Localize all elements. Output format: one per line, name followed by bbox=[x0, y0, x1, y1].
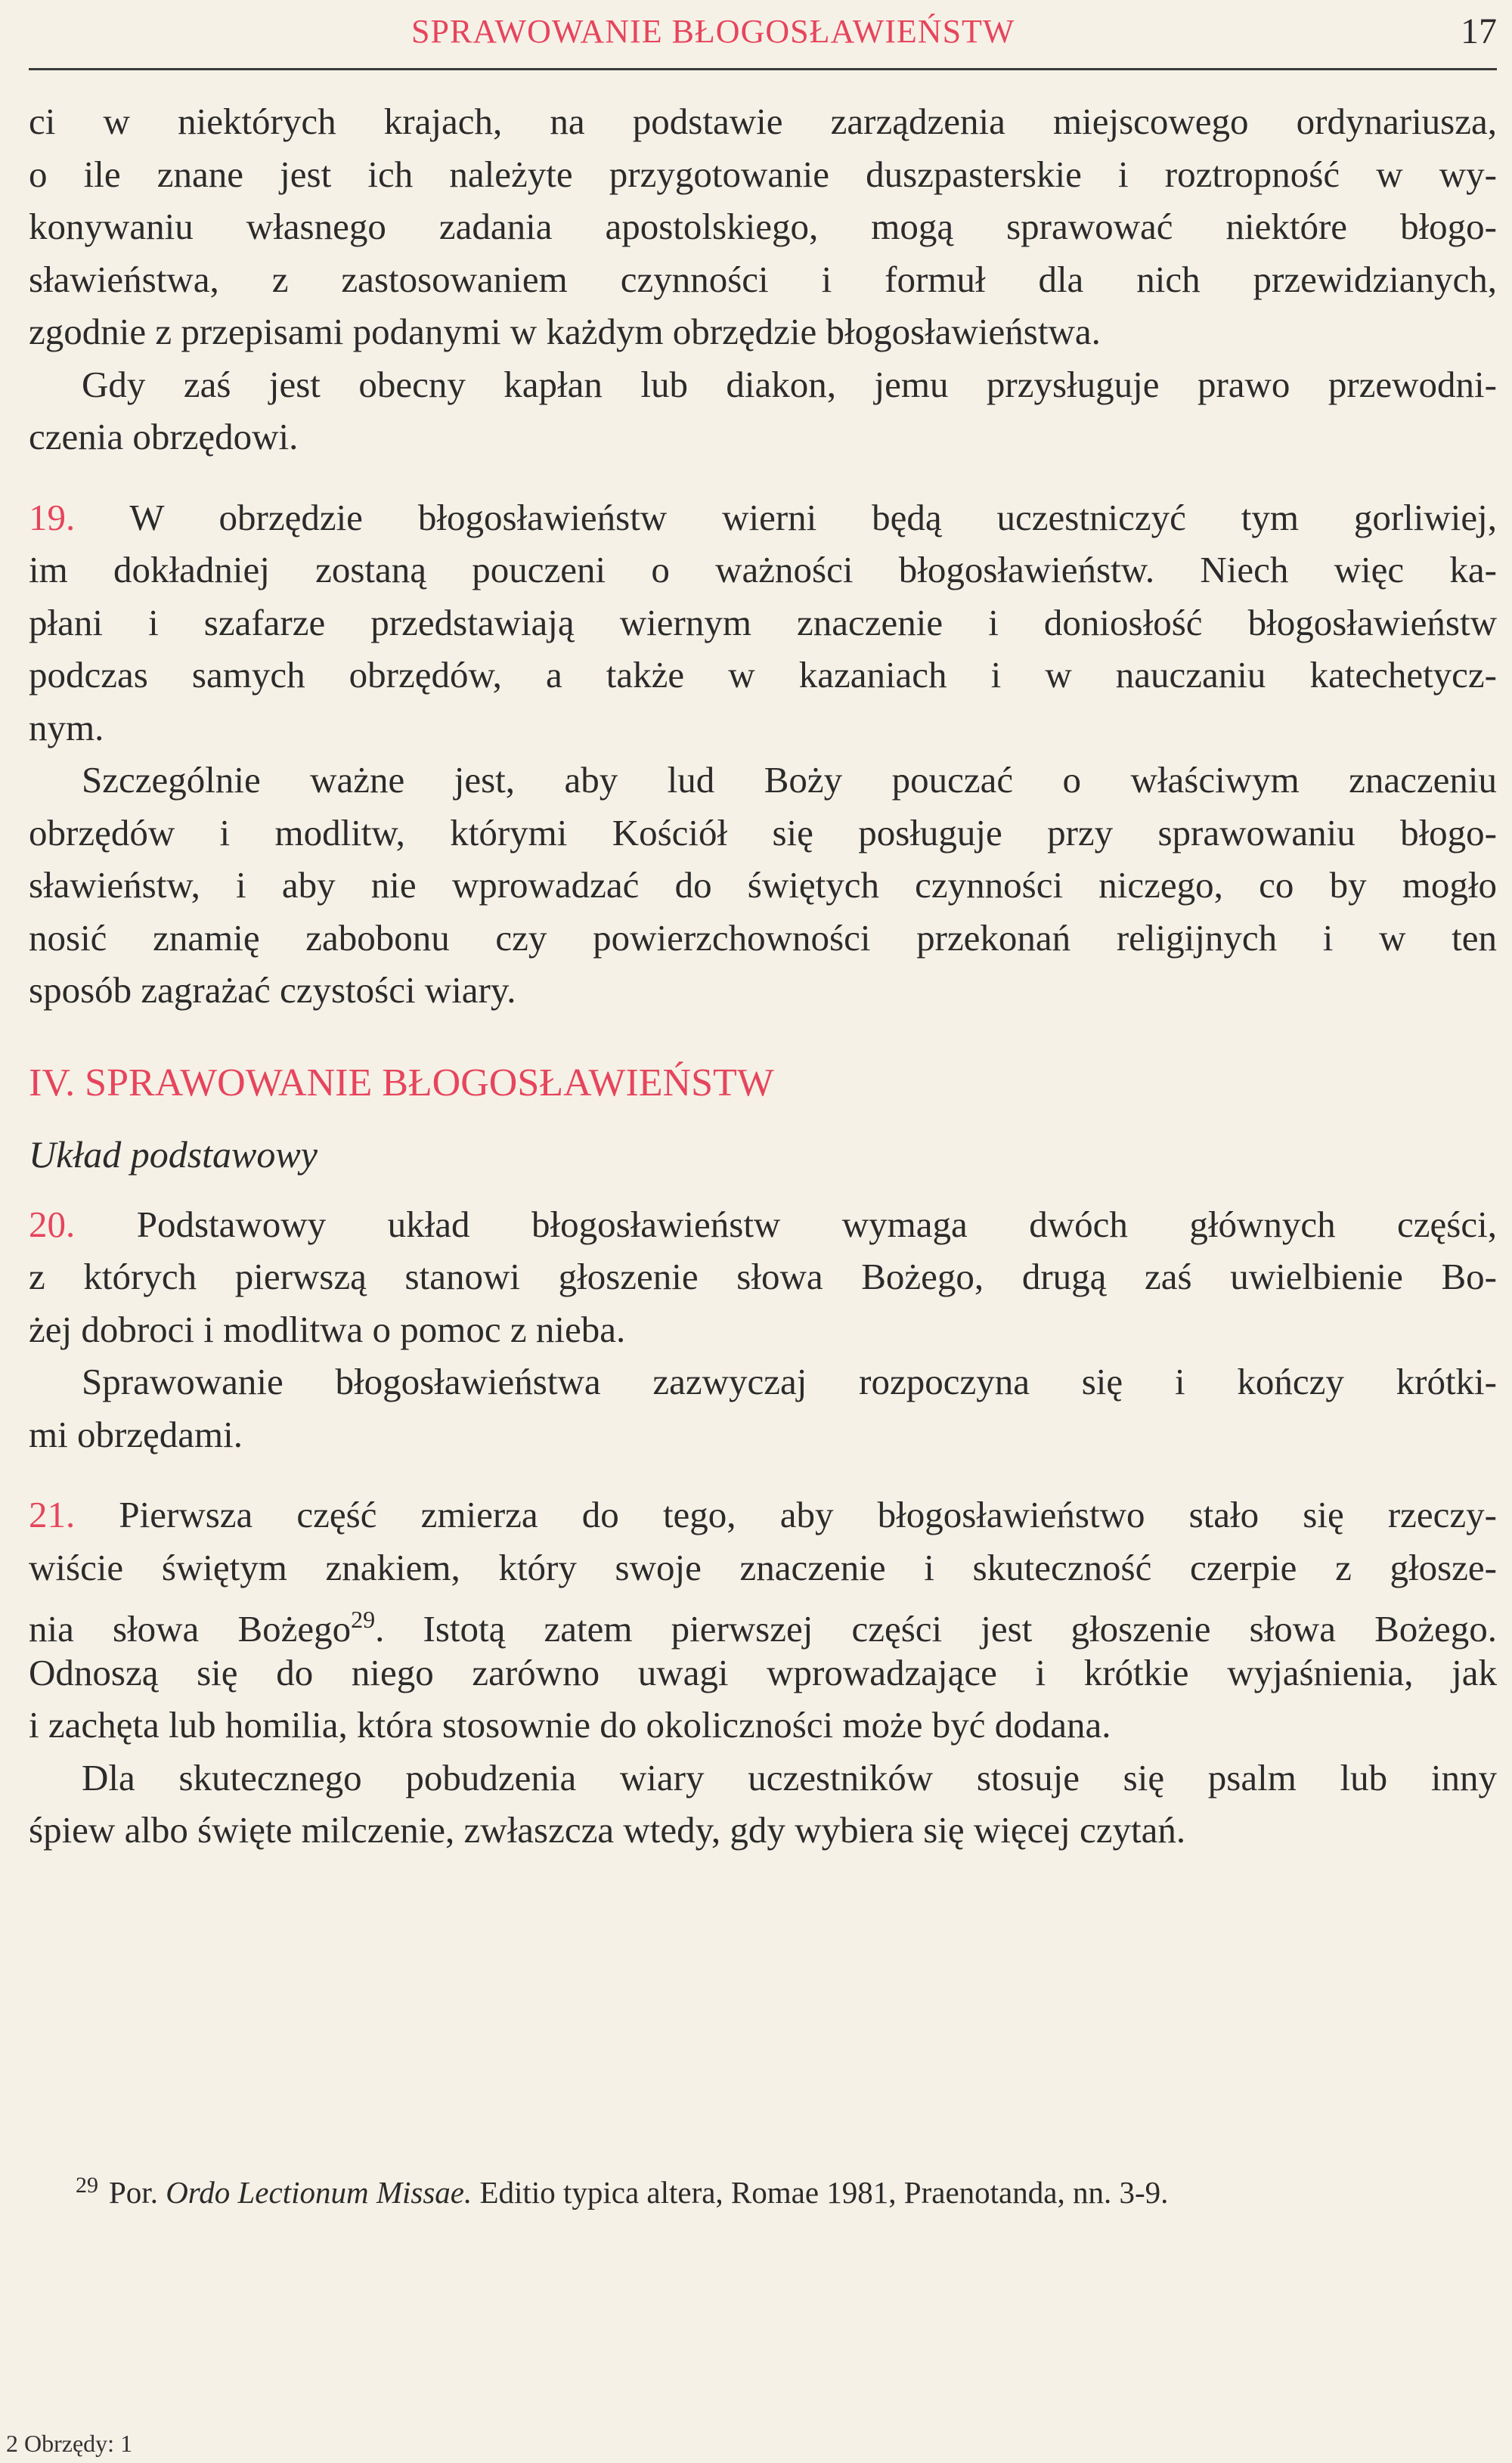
section-heading: IV. SPRAWOWANIE BŁOGOSŁAWIEŃSTW bbox=[29, 1061, 774, 1104]
footnote-text: Por. bbox=[109, 2175, 166, 2210]
paragraph-gap bbox=[29, 1461, 1497, 1489]
paragraph-number: 21. bbox=[29, 1494, 76, 1535]
text-line: Szczególnie ważne jest, aby lud Boży pouczać o właściwym znaczeniu bbox=[82, 759, 1497, 801]
paragraph-gap bbox=[29, 463, 1497, 491]
text-line: czenia obrzędowi. bbox=[29, 416, 299, 457]
text-line: sposób zagrażać czystości wiary. bbox=[29, 969, 516, 1011]
text-line: Sprawowanie błogosławieństwa zazwyczaj rozpoczyna się i kończy krótki- bbox=[82, 1361, 1497, 1402]
text-line: sławieństw, i aby nie wprowadzać do świętych czynności niczego, co by mogło bbox=[29, 864, 1497, 906]
text-line: z których pierwszą stanowi głoszenie słowa Bożego, drugą zaś uwielbienie Bo- bbox=[29, 1256, 1497, 1297]
paragraph-number: 20. bbox=[29, 1203, 76, 1245]
footnote-marker: 29 bbox=[76, 2173, 98, 2198]
paragraph-number: 19. bbox=[29, 496, 76, 538]
text-line: o ile znane jest ich należyte przygotowanie duszpasterskie i roztropność w wy- bbox=[29, 153, 1497, 195]
subheading: Układ podstawowy bbox=[29, 1132, 318, 1176]
text-line: im dokładniej zostaną pouczeni o ważności błogosławieństw. Niech więc ka- bbox=[29, 549, 1497, 590]
text-line: i zachęta lub homilia, która stosownie do okoliczności może być dodana. bbox=[29, 1704, 1111, 1746]
text-fragment: Podstawowy układ błogosławieństw wymaga dwóch głównych części, bbox=[75, 1203, 1497, 1245]
text-fragment: nia słowa Bożego bbox=[29, 1608, 352, 1650]
text-fragment: . Istotą zatem pierwszej części jest głoszenie słowa Bożego. bbox=[375, 1608, 1498, 1650]
text-line: Gdy zaś jest obecny kapłan lub diakon, jemu przysługuje prawo przewodni- bbox=[82, 363, 1497, 405]
text-line: obrzędów i modlitw, którymi Kościół się posługuje przy sprawowaniu błogo- bbox=[29, 811, 1497, 854]
running-head: SPRAWOWANIE BŁOGOSŁAWIEŃSTW bbox=[411, 13, 1015, 50]
heading-gap bbox=[29, 1185, 1497, 1198]
text-line: płani i szafarze przedstawiają wiernym znaczenie i doniosłość błogosławieństw bbox=[29, 601, 1497, 643]
page-header bbox=[29, 8, 1497, 60]
footnote-text: Editio typica altera, Romae 1981, Praenotanda, nn. 3-9. bbox=[472, 2175, 1169, 2210]
header-rule bbox=[29, 68, 1497, 70]
text-line: ci w niektórych krajach, na podstawie zarządzenia miejscowego ordynariusza, bbox=[29, 101, 1497, 142]
text-line: nosić znamię zabobonu czy powierzchowności przekonań religijnych i w ten bbox=[29, 916, 1497, 959]
paragraph-21-first-line bbox=[29, 1489, 1497, 1541]
paragraph-19-first-line bbox=[29, 491, 1497, 544]
body-text bbox=[29, 95, 1497, 1857]
text-line: nym. bbox=[29, 706, 104, 748]
text-line: mi obrzędami. bbox=[29, 1413, 243, 1455]
text-line: żej dobroci i modlitwa o pomoc z nieba. bbox=[29, 1308, 626, 1350]
heading-gap bbox=[29, 1114, 1497, 1124]
section-gap bbox=[29, 1017, 1497, 1053]
footnote bbox=[76, 2173, 1168, 2211]
text-line: Odnoszą się do niego zarówno uwagi wprowadzające i krótkie wyjaśnienia, jak bbox=[29, 1651, 1497, 1693]
text-line: Dla skutecznego pobudzenia wiary uczestników stosuje się psalm lub inny bbox=[82, 1756, 1497, 1798]
page-number: 17 bbox=[1461, 11, 1497, 51]
text-line-with-footnote-ref bbox=[29, 1594, 1498, 1650]
printer-signature: 2 Obrzędy: 1 bbox=[6, 2430, 133, 2457]
paragraph-20-first-line bbox=[29, 1198, 1497, 1251]
text-line: wiście świętym znakiem, który swoje znaczenie i skuteczność czerpie z głosze- bbox=[29, 1546, 1497, 1588]
text-line: konywaniu własnego zadania apostolskiego, mogą sprawować niektóre błogo- bbox=[29, 206, 1497, 247]
footnote-title: Ordo Lectionum Missae. bbox=[166, 2175, 472, 2210]
text-line: zgodnie z przepisami podanymi w każdym obrzędzie błogosławieństwa. bbox=[29, 311, 1101, 352]
footnote-reference[interactable]: 29 bbox=[351, 1606, 376, 1633]
text-line: śpiew albo święte milczenie, zwłaszcza wtedy, gdy wybiera się więcej czytań. bbox=[29, 1809, 1186, 1851]
text-fragment: Pierwsza część zmierza do tego, aby błogosławieństwo stało się rzeczy- bbox=[75, 1494, 1497, 1535]
text-fragment: W obrzędzie błogosławieństw wierni będą uczestniczyć tym gorliwiej, bbox=[75, 496, 1497, 538]
text-line: podczas samych obrzędów, a także w kazaniach i w nauczaniu katechetycz- bbox=[29, 654, 1497, 696]
text-line: sławieństwa, z zastosowaniem czynności i formuł dla nich przewidzianych, bbox=[29, 258, 1497, 300]
